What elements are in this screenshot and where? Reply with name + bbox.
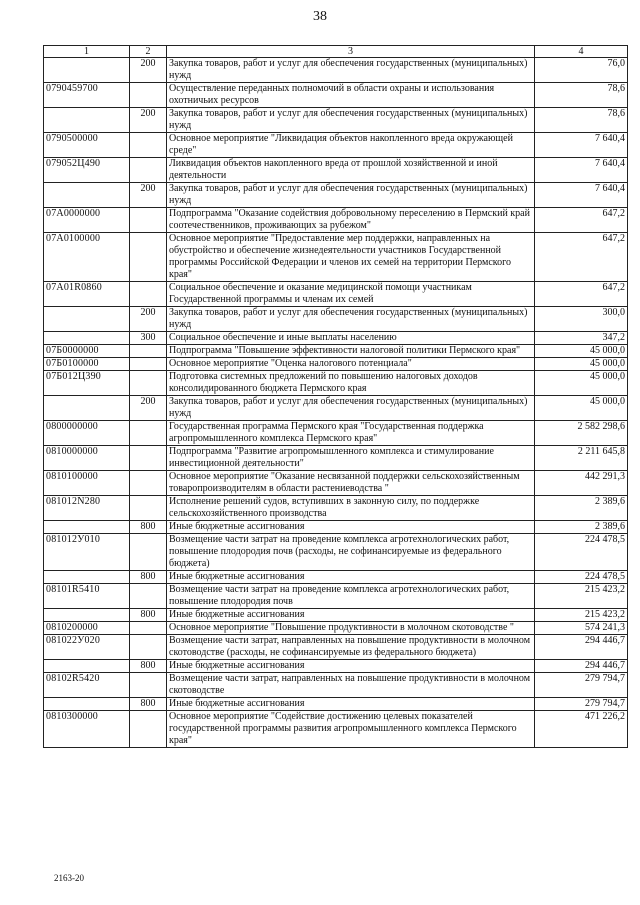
- row-type-cell: [130, 584, 167, 609]
- row-amount-cell: 224 478,5: [535, 571, 628, 584]
- row-code-cell: 07А0100000: [44, 233, 130, 282]
- table-row: [44, 496, 628, 521]
- row-type-cell: [130, 233, 167, 282]
- header-cell-amount: 4: [535, 46, 628, 58]
- row-name-cell: Возмещение части затрат на проведение комплекса агротехнологических работ, повышение плодородия почв (расходы, не софинансируемые из федерального бюджета): [167, 534, 535, 571]
- row-type-cell: [130, 496, 167, 521]
- row-type-cell: [130, 622, 167, 635]
- row-code-cell: 079052Ц490: [44, 158, 130, 183]
- table-row: [44, 133, 628, 158]
- table-header-row: [44, 46, 628, 58]
- row-amount-cell: 294 446,7: [535, 660, 628, 673]
- row-amount-cell: 471 226,2: [535, 711, 628, 748]
- budget-table: [43, 45, 628, 748]
- row-name-cell: Иные бюджетные ассигнования: [167, 698, 535, 711]
- table-row: [44, 332, 628, 345]
- table-row: [44, 108, 628, 133]
- row-amount-cell: 2 582 298,6: [535, 421, 628, 446]
- row-code-cell: [44, 660, 130, 673]
- row-amount-cell: 647,2: [535, 208, 628, 233]
- row-name-cell: Социальное обеспечение и иные выплаты населению: [167, 332, 535, 345]
- table-row: [44, 673, 628, 698]
- row-name-cell: Социальное обеспечение и оказание медицинской помощи участникам Государственной программы и членам их семей: [167, 282, 535, 307]
- row-name-cell: Государственная программа Пермского края "Государственная поддержка агропромышленного комплекса Пермского края": [167, 421, 535, 446]
- row-name-cell: Ликвидация объектов накопленного вреда от прошлой хозяйственной и иной деятельности: [167, 158, 535, 183]
- header-cell-name: 3: [167, 46, 535, 58]
- table-row: [44, 584, 628, 609]
- header-cell-type: 2: [130, 46, 167, 58]
- row-type-cell: [130, 446, 167, 471]
- row-type-cell: 800: [130, 609, 167, 622]
- row-name-cell: Закупка товаров, работ и услуг для обеспечения государственных (муниципальных) нужд: [167, 307, 535, 332]
- row-code-cell: 0810200000: [44, 622, 130, 635]
- row-name-cell: Подпрограмма "Оказание содействия добровольному переселению в Пермский край соотечественников, проживающих за рубежом": [167, 208, 535, 233]
- row-code-cell: 07Б0000000: [44, 345, 130, 358]
- row-code-cell: 0810300000: [44, 711, 130, 748]
- table-row: [44, 622, 628, 635]
- row-amount-cell: 294 446,7: [535, 635, 628, 660]
- row-type-cell: 200: [130, 307, 167, 332]
- row-name-cell: Основное мероприятие "Повышение продуктивности в молочном скотоводстве ": [167, 622, 535, 635]
- row-type-cell: 200: [130, 58, 167, 83]
- header-cell-code: 1: [44, 46, 130, 58]
- row-type-cell: [130, 282, 167, 307]
- row-name-cell: Осуществление переданных полномочий в области охраны и использования охотничьих ресурсов: [167, 83, 535, 108]
- table-row: [44, 471, 628, 496]
- row-code-cell: 08102R5420: [44, 673, 130, 698]
- row-amount-cell: 442 291,3: [535, 471, 628, 496]
- row-type-cell: [130, 208, 167, 233]
- row-amount-cell: 45 000,0: [535, 345, 628, 358]
- table-row: [44, 233, 628, 282]
- row-amount-cell: 78,6: [535, 83, 628, 108]
- row-type-cell: [130, 673, 167, 698]
- row-amount-cell: 279 794,7: [535, 673, 628, 698]
- row-code-cell: [44, 396, 130, 421]
- row-amount-cell: 215 423,2: [535, 584, 628, 609]
- table-row: [44, 183, 628, 208]
- row-type-cell: 300: [130, 332, 167, 345]
- row-amount-cell: 647,2: [535, 282, 628, 307]
- row-code-cell: 0810000000: [44, 446, 130, 471]
- row-name-cell: Возмещение части затрат на проведение комплекса агротехнологических работ, повышение плодородия почв: [167, 584, 535, 609]
- row-name-cell: Подпрограмма "Повышение эффективности налоговой политики Пермского края": [167, 345, 535, 358]
- table-row: [44, 609, 628, 622]
- row-code-cell: [44, 332, 130, 345]
- row-amount-cell: 574 241,3: [535, 622, 628, 635]
- row-code-cell: [44, 571, 130, 584]
- table-row: [44, 158, 628, 183]
- row-amount-cell: 2 211 645,8: [535, 446, 628, 471]
- table-row: [44, 58, 628, 83]
- row-type-cell: 200: [130, 396, 167, 421]
- table-row: [44, 83, 628, 108]
- table-row: [44, 711, 628, 748]
- table-row: [44, 208, 628, 233]
- table-row: [44, 345, 628, 358]
- row-name-cell: Иные бюджетные ассигнования: [167, 521, 535, 534]
- row-code-cell: 08101R5410: [44, 584, 130, 609]
- row-type-cell: 800: [130, 698, 167, 711]
- row-amount-cell: 215 423,2: [535, 609, 628, 622]
- row-code-cell: 081022У020: [44, 635, 130, 660]
- row-amount-cell: 347,2: [535, 332, 628, 345]
- table-row: [44, 534, 628, 571]
- row-name-cell: Основное мероприятие "Предоставление мер поддержки, направленных на обустройство и обеспечение жизнедеятельности участников Государственной программы Российской Федерации и членов их семей на территории Пермского края": [167, 233, 535, 282]
- row-name-cell: Возмещение части затрат, направленных на повышение продуктивности в молочном скотоводстве: [167, 673, 535, 698]
- row-type-cell: [130, 133, 167, 158]
- row-name-cell: Иные бюджетные ассигнования: [167, 660, 535, 673]
- table-row: [44, 635, 628, 660]
- row-type-cell: 200: [130, 108, 167, 133]
- table-row: [44, 396, 628, 421]
- table-row: [44, 446, 628, 471]
- row-amount-cell: 45 000,0: [535, 371, 628, 396]
- row-amount-cell: 2 389,6: [535, 496, 628, 521]
- footer-code: 2163-20: [54, 873, 84, 883]
- row-amount-cell: 76,0: [535, 58, 628, 83]
- table-row: [44, 521, 628, 534]
- row-amount-cell: 7 640,4: [535, 133, 628, 158]
- row-name-cell: Исполнение решений судов, вступивших в законную силу, по поддержке сельскохозяйственного производства: [167, 496, 535, 521]
- row-amount-cell: 647,2: [535, 233, 628, 282]
- row-type-cell: [130, 83, 167, 108]
- row-code-cell: 07А01R0860: [44, 282, 130, 307]
- table-row: [44, 571, 628, 584]
- row-amount-cell: 45 000,0: [535, 358, 628, 371]
- row-code-cell: 081012У010: [44, 534, 130, 571]
- row-code-cell: [44, 609, 130, 622]
- row-code-cell: 0800000000: [44, 421, 130, 446]
- row-name-cell: Основное мероприятие "Оценка налогового потенциала": [167, 358, 535, 371]
- table-row: [44, 358, 628, 371]
- row-code-cell: [44, 698, 130, 711]
- row-name-cell: Закупка товаров, работ и услуг для обеспечения государственных (муниципальных) нужд: [167, 58, 535, 83]
- row-type-cell: [130, 534, 167, 571]
- row-amount-cell: 78,6: [535, 108, 628, 133]
- row-code-cell: 0810100000: [44, 471, 130, 496]
- row-code-cell: 07Б0100000: [44, 358, 130, 371]
- row-amount-cell: 224 478,5: [535, 534, 628, 571]
- table-body: [44, 58, 628, 748]
- table-row: [44, 698, 628, 711]
- row-type-cell: 800: [130, 660, 167, 673]
- row-name-cell: Возмещение части затрат, направленных на повышение продуктивности в молочном скотоводстве (расходы, не софинансируемые из федерального бюджета): [167, 635, 535, 660]
- row-type-cell: [130, 635, 167, 660]
- row-code-cell: [44, 307, 130, 332]
- row-code-cell: [44, 58, 130, 83]
- row-name-cell: Закупка товаров, работ и услуг для обеспечения государственных (муниципальных) нужд: [167, 108, 535, 133]
- row-name-cell: Основное мероприятие "Ликвидация объектов накопленного вреда окружающей среде": [167, 133, 535, 158]
- row-name-cell: Подпрограмма "Развитие агропромышленного комплекса и стимулирование инвестиционной деятельности": [167, 446, 535, 471]
- row-amount-cell: 7 640,4: [535, 158, 628, 183]
- row-code-cell: 07Б012Ц390: [44, 371, 130, 396]
- row-type-cell: [130, 471, 167, 496]
- row-type-cell: [130, 345, 167, 358]
- row-code-cell: 07А0000000: [44, 208, 130, 233]
- row-type-cell: 800: [130, 571, 167, 584]
- row-amount-cell: 300,0: [535, 307, 628, 332]
- row-code-cell: 081012N280: [44, 496, 130, 521]
- row-type-cell: [130, 371, 167, 396]
- row-name-cell: Иные бюджетные ассигнования: [167, 609, 535, 622]
- page-number: 38: [313, 9, 327, 24]
- row-type-cell: 200: [130, 183, 167, 208]
- row-type-cell: [130, 711, 167, 748]
- table-row: [44, 307, 628, 332]
- row-amount-cell: 45 000,0: [535, 396, 628, 421]
- row-name-cell: Основное мероприятие "Оказание несвязанной поддержки сельскохозяйственным товаропроизводителям в области растениеводства ": [167, 471, 535, 496]
- row-code-cell: [44, 183, 130, 208]
- row-type-cell: 800: [130, 521, 167, 534]
- row-name-cell: Иные бюджетные ассигнования: [167, 571, 535, 584]
- table-row: [44, 421, 628, 446]
- table-row: [44, 660, 628, 673]
- row-amount-cell: 279 794,7: [535, 698, 628, 711]
- table-row: [44, 282, 628, 307]
- row-amount-cell: 7 640,4: [535, 183, 628, 208]
- row-code-cell: 0790500000: [44, 133, 130, 158]
- row-name-cell: Основное мероприятие "Содействие достижению целевых показателей государственной программы развития агропромышленного комплекса Пермского края": [167, 711, 535, 748]
- row-name-cell: Закупка товаров, работ и услуг для обеспечения государственных (муниципальных) нужд: [167, 396, 535, 421]
- row-amount-cell: 2 389,6: [535, 521, 628, 534]
- row-code-cell: 0790459700: [44, 83, 130, 108]
- row-type-cell: [130, 158, 167, 183]
- table-row: [44, 371, 628, 396]
- row-code-cell: [44, 521, 130, 534]
- row-name-cell: Закупка товаров, работ и услуг для обеспечения государственных (муниципальных) нужд: [167, 183, 535, 208]
- row-name-cell: Подготовка системных предложений по повышению налоговых доходов консолидированного бюджета Пермского края: [167, 371, 535, 396]
- row-type-cell: [130, 421, 167, 446]
- row-type-cell: [130, 358, 167, 371]
- row-code-cell: [44, 108, 130, 133]
